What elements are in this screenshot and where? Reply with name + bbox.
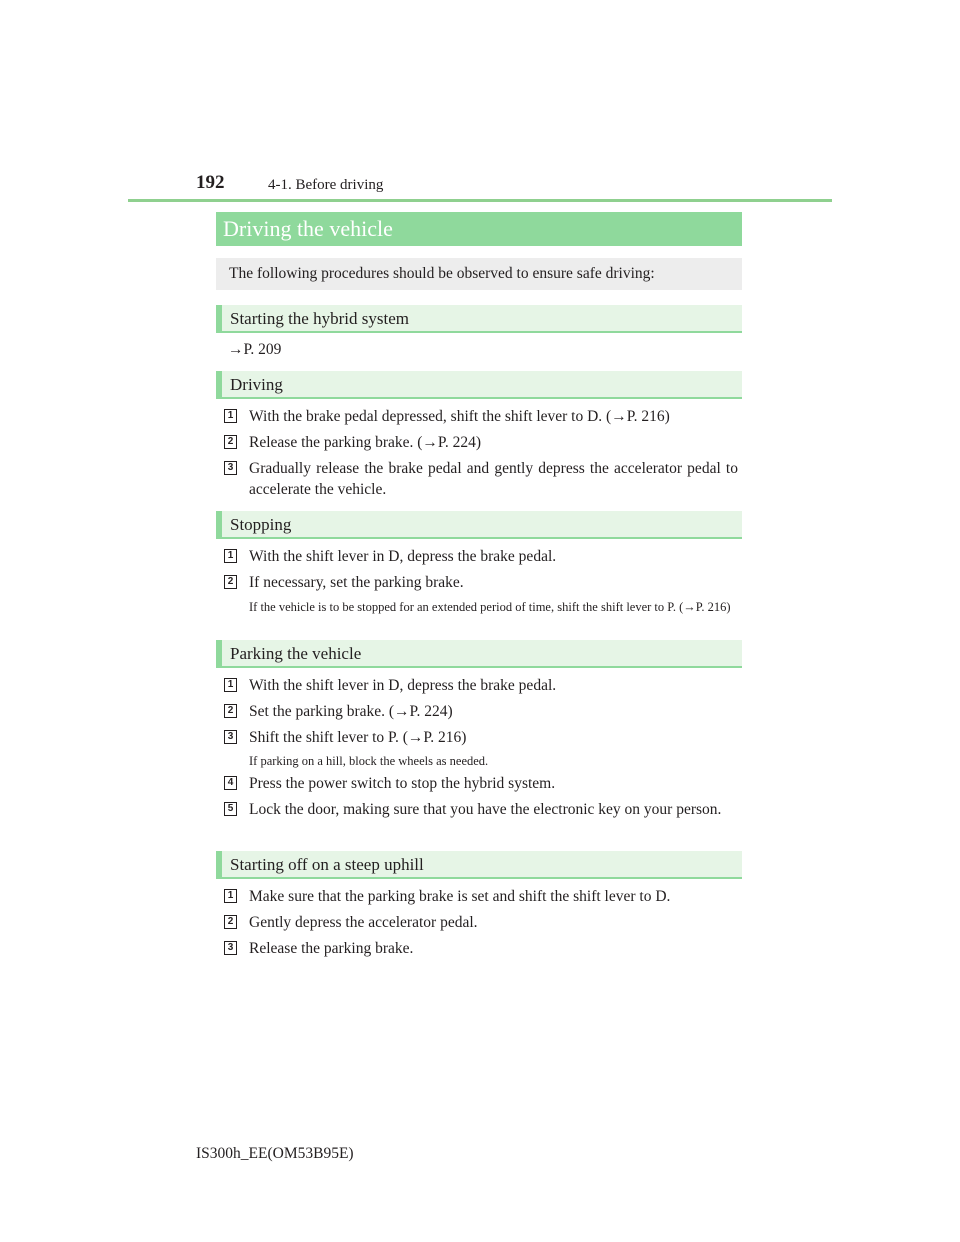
running-header: 4-1. Before driving bbox=[268, 177, 384, 193]
step-text: Release the parking brake. bbox=[249, 940, 414, 957]
step-number: 2 bbox=[224, 915, 237, 929]
step-text: Make sure that the parking brake is set and shift the shift lever to D. bbox=[249, 888, 671, 905]
step-number: 2 bbox=[224, 575, 237, 589]
step-number: 3 bbox=[224, 941, 237, 955]
step-text: Gradually release the brake pedal and gently depress the accelerator pedal to accelerate the vehicle. bbox=[249, 460, 738, 498]
step-text: With the shift lever in D, depress the brake pedal. bbox=[249, 548, 557, 565]
step-text: If necessary, set the parking brake. bbox=[249, 574, 464, 591]
subhead-driving: Driving bbox=[216, 371, 742, 399]
step-number: 2 bbox=[224, 704, 237, 718]
note-text: If the vehicle is to be stopped for an extended period of time, shift the shift lever to P. (→P. 216) bbox=[249, 600, 731, 614]
step-text: Release the parking brake. (→P. 224) bbox=[249, 434, 482, 451]
step-number: 5 bbox=[224, 802, 237, 816]
step-text: Gently depress the accelerator pedal. bbox=[249, 914, 478, 931]
subhead-parking: Parking the vehicle bbox=[216, 640, 742, 668]
step-number: 3 bbox=[224, 461, 237, 475]
step-text: With the shift lever in D, depress the brake pedal. bbox=[249, 677, 557, 694]
page-reference: →P. 209 bbox=[228, 341, 282, 358]
step-number: 1 bbox=[224, 678, 237, 692]
header-rule bbox=[128, 199, 832, 202]
note-text: If parking on a hill, block the wheels as needed. bbox=[249, 754, 489, 768]
page-number: 192 bbox=[196, 172, 225, 193]
step-text: Shift the shift lever to P. (→P. 216) bbox=[249, 729, 467, 746]
intro-box: The following procedures should be observed to ensure safe driving: bbox=[216, 258, 742, 290]
step-text: With the brake pedal depressed, shift the shift lever to D. (→P. 216) bbox=[249, 408, 670, 425]
step-number: 4 bbox=[224, 776, 237, 790]
step-text: Set the parking brake. (→P. 224) bbox=[249, 703, 453, 720]
step-number: 1 bbox=[224, 889, 237, 903]
step-number: 2 bbox=[224, 435, 237, 449]
main-title: Driving the vehicle bbox=[216, 212, 742, 246]
step-text: Lock the door, making sure that you have the electronic key on your person. bbox=[249, 801, 722, 818]
footer-model-code: IS300h_EE(OM53B95E) bbox=[196, 1145, 354, 1162]
step-number: 3 bbox=[224, 730, 237, 744]
subhead-stopping: Stopping bbox=[216, 511, 742, 539]
subhead-uphill: Starting off on a steep uphill bbox=[216, 851, 742, 879]
step-number: 1 bbox=[224, 549, 237, 563]
step-text: Press the power switch to stop the hybrid system. bbox=[249, 775, 556, 792]
subhead-starting: Starting the hybrid system bbox=[216, 305, 742, 333]
step-number: 1 bbox=[224, 409, 237, 423]
